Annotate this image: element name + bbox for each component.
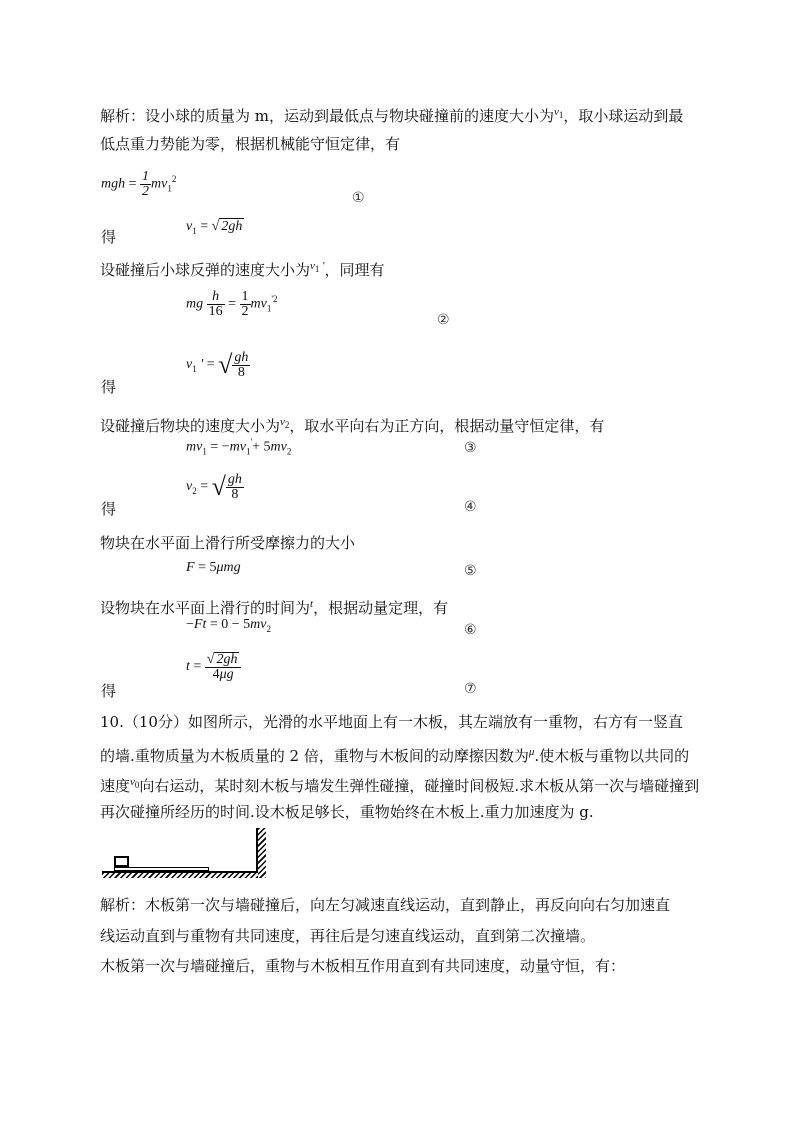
- equation-1: mgh = $\frac{1}{2}$ $mv_1^2$: [101, 169, 177, 199]
- solution-line-2: 线运动直到与重物有共同速度，再往后是匀速直线运动，直到第二次撞墙。: [100, 927, 596, 945]
- v1-prime-symbol: v1 ': [310, 260, 325, 275]
- de-label-4: 得: [101, 682, 117, 700]
- equation-2-result: $v_1$ ' = √ $\frac{gh}{8}$: [186, 349, 249, 380]
- q10-line-1: 10.（10分）如图所示，光滑的水平地面上有一木板，其左端放有一重物，右方有一竖直: [100, 713, 683, 731]
- equation-1-result: $v_1$ = √ 2gh: [186, 219, 243, 236]
- de-label-2: 得: [101, 378, 117, 396]
- eq-number-5: ⑤: [464, 563, 477, 579]
- v0-symbol: v0: [130, 776, 140, 791]
- solution-line-1: 解析：木板第一次与墙碰撞后，向左匀减速直线运动，直到静止，再反向向右匀加速直: [100, 896, 671, 914]
- analysis-line-1: 解析：设小球的质量为 m，运动到最低点与物块碰撞前的速度大小为$^{v_1}$，取小球运动到最: [100, 106, 684, 125]
- eq-number-7: ⑦: [464, 681, 477, 697]
- q10-line-3: 速度$^{v_0}$向右运动，某时刻木板与墙发生弹性碰撞，碰撞时间极短.求木板从第一次与墙碰撞到: [100, 776, 700, 795]
- equation-4: $v_2$ = √ $\frac{gh}{8}$: [186, 471, 242, 502]
- v2-symbol: v2: [280, 416, 290, 431]
- q10-line-4: 再次碰撞所经历的时间.设木板足够长，重物始终在木板上.重力加速度为 g.: [100, 803, 594, 821]
- analysis-line-2: 低点重力势能为零，根据机械能守恒定律，有: [100, 135, 401, 153]
- eq-number-1: ①: [352, 190, 365, 206]
- equation-2: mg $\frac{h}{16}$ = $\frac{1}{2}$ $mv_1^{'2}$: [186, 289, 278, 319]
- equation-7: t = $\frac{√ 2gh}{4\mu g}$: [186, 652, 241, 682]
- q10-line-2: 的墙.重物质量为木板质量的 2 倍，重物与木板间的动摩擦因数为$^\mu$.使木板与重物以共同的: [100, 746, 690, 765]
- analysis-line-3: 设碰撞后小球反弹的速度大小为$^{v_1 '}$，同理有: [100, 260, 385, 279]
- analysis-line-4: 设碰撞后物块的速度大小为$^{v_2}$，取水平向右为正方向，根据动量守恒定律，有: [100, 416, 605, 435]
- eq-number-4: ④: [464, 499, 477, 515]
- eq-number-3: ③: [464, 440, 477, 456]
- equation-5: F = 5μmg: [186, 560, 241, 575]
- de-label-3: 得: [101, 500, 117, 518]
- analysis-line-5: 物块在水平面上滑行所受摩擦力的大小: [100, 534, 356, 552]
- equation-3: $mv_1 = -mv_1'+ 5mv_2$: [186, 437, 292, 457]
- equation-6: $-Ft = 0 - 5mv_2$: [186, 617, 271, 634]
- eq-number-2: ②: [437, 312, 450, 328]
- wall-hatch: [258, 828, 266, 878]
- mu-symbol: μ: [528, 746, 535, 758]
- t-symbol: t: [310, 598, 314, 610]
- block-board-wall-diagram: [100, 826, 270, 878]
- eq-number-6: ⑥: [464, 622, 477, 638]
- solution-line-3: 木板第一次与墙碰撞后，重物与木板相互作用直到有共同速度，动量守恒，有：: [100, 957, 626, 975]
- v1-symbol: v1: [554, 106, 564, 121]
- ground-hatch: [102, 873, 258, 878]
- de-label: 得: [101, 228, 117, 246]
- heavy-block: [114, 856, 129, 867]
- analysis-line-6: 设物块在水平面上滑行的时间为$^t$，根据动量定理，有: [100, 598, 449, 617]
